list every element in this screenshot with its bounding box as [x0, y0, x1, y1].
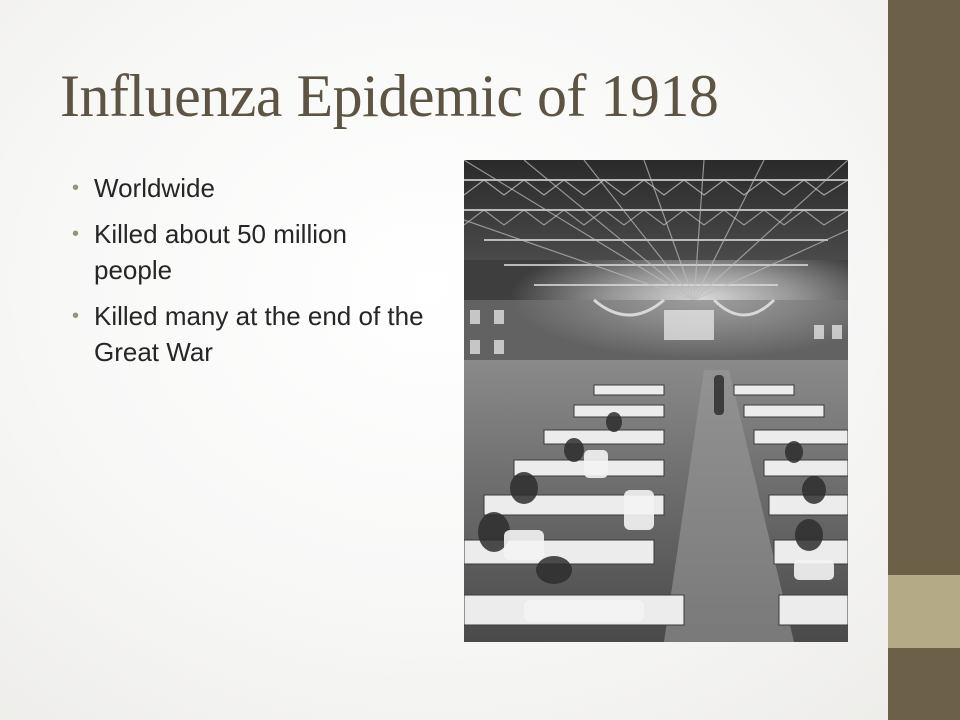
bullet-text: Worldwide: [94, 173, 215, 203]
ward-photo-illustration: [464, 160, 848, 642]
side-decor-accent: [888, 575, 960, 648]
bullet-item: [72, 170, 432, 206]
slide-title: Influenza Epidemic of 1918: [60, 63, 719, 129]
bullet-item: [72, 216, 432, 288]
historic-ward-photo: [464, 160, 848, 642]
bullet-icon: •: [72, 305, 80, 327]
bullet-text: Killed many at the end of the Great War: [94, 301, 424, 367]
bullet-list: [72, 170, 432, 380]
bullet-icon: •: [72, 223, 80, 245]
bullet-item: [72, 298, 432, 370]
bullet-text: Killed about 50 million people: [94, 219, 347, 285]
bullet-icon: •: [72, 177, 80, 199]
